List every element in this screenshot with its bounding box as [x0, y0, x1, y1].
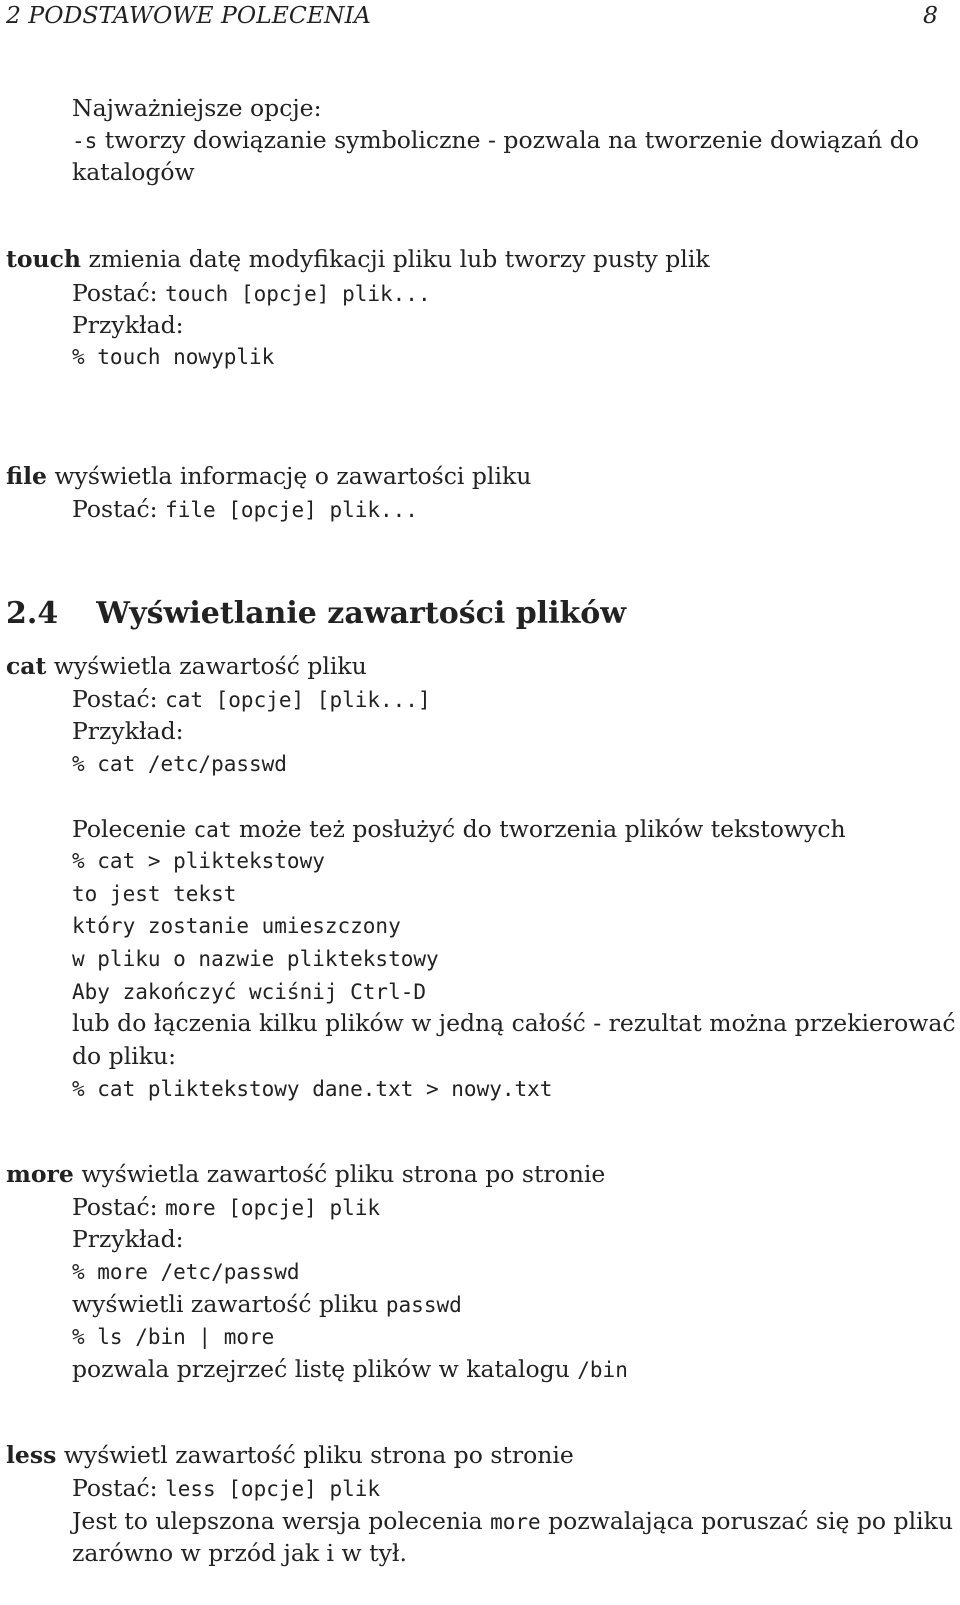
options-heading: Najważniejsze opcje: — [72, 94, 322, 122]
more-example-note-text: wyświetli zawartość pliku — [72, 1290, 386, 1318]
cat-code-line-3: który zostanie umieszczony — [72, 914, 401, 938]
option-flag: -s — [72, 129, 98, 153]
touch-description: zmienia datę modyfikacji pliku lub tworzy pusty plik — [81, 245, 710, 273]
file-syntax: file [opcje] plik... — [165, 498, 418, 522]
cat-example-label: Przykład: — [72, 717, 184, 745]
form-label: Postać: — [72, 495, 166, 523]
file-form — [72, 494, 418, 525]
touch-syntax: touch [opcje] plik... — [165, 282, 431, 306]
less-form — [72, 1473, 380, 1504]
file-description: wyświetla informację o zawartości pliku — [46, 462, 532, 490]
cat-code-line-5: Aby zakończyć wciśnij Ctrl-D — [72, 980, 427, 1004]
less-description: wyświetl zawartość pliku strona po stronie — [56, 1441, 574, 1469]
more-example-2-note-dir: /bin — [577, 1358, 628, 1382]
section-heading — [6, 594, 626, 634]
running-header-page-number: 8 — [923, 1, 938, 29]
cat-code-line-2: to jest tekst — [72, 882, 237, 906]
command-name-touch: touch — [6, 245, 82, 273]
more-syntax: more [opcje] plik — [165, 1196, 381, 1220]
more-example-2-note — [72, 1354, 628, 1385]
more-form — [72, 1192, 380, 1223]
option-s-line — [72, 125, 919, 156]
section-number: 2.4 — [6, 596, 59, 631]
cat-note-text-cont: może też posłużyć do tworzenia plików tekstowych — [231, 815, 846, 843]
more-entry — [6, 1159, 605, 1189]
cat-entry — [6, 651, 367, 681]
cat-syntax: cat [opcje] [plik...] — [165, 688, 431, 712]
option-description-cont: katalogów — [72, 158, 195, 186]
cat-code-line-6: % cat pliktekstowy dane.txt > nowy.txt — [72, 1077, 553, 1101]
cat-note-text: Polecenie — [72, 815, 194, 843]
touch-entry — [6, 244, 710, 274]
running-header-chapter: 2 PODSTAWOWE POLECENIA — [6, 1, 371, 29]
form-label: Postać: — [72, 279, 166, 307]
cat-form — [72, 684, 431, 715]
cat-concat-text: lub do łączenia kilku plików w jedną całość - rezultat można przekierować — [72, 1009, 956, 1037]
command-name-cat: cat — [6, 652, 47, 680]
more-example-note-file: passwd — [385, 1293, 462, 1317]
less-note-text: Jest to ulepszona wersja polecenia — [72, 1507, 491, 1535]
cat-code-line-1: % cat > pliktekstowy — [72, 849, 325, 873]
cat-code-line-4: w pliku o nazwie pliktekstowy — [72, 947, 439, 971]
cat-description: wyświetla zawartość pliku — [46, 652, 367, 680]
less-note-command: more — [490, 1510, 541, 1534]
less-syntax: less [opcje] plik — [165, 1477, 381, 1501]
section-title: Wyświetlanie zawartości plików — [96, 596, 627, 631]
cat-example: % cat /etc/passwd — [72, 752, 287, 776]
more-example-label: Przykład: — [72, 1225, 184, 1253]
less-note — [72, 1506, 953, 1537]
command-name-more: more — [6, 1160, 74, 1188]
more-description: wyświetla zawartość pliku strona po stronie — [73, 1160, 606, 1188]
cat-note-command: cat — [193, 818, 232, 842]
command-name-file: file — [6, 462, 47, 490]
file-entry — [6, 461, 531, 491]
cat-note — [72, 814, 846, 845]
form-label: Postać: — [72, 1193, 166, 1221]
less-note-text-cont: pozwalająca poruszać się po pliku — [540, 1507, 953, 1535]
less-note-cont: zarówno w przód jak i w tył. — [72, 1539, 407, 1567]
touch-example: % touch nowyplik — [72, 345, 275, 369]
touch-example-label: Przykład: — [72, 311, 184, 339]
more-example-2-note-text: pozwala przejrzeć listę plików w katalogu — [72, 1355, 578, 1383]
option-description: tworzy dowiązanie symboliczne - pozwala na tworzenie dowiązań do — [97, 126, 919, 154]
form-label: Postać: — [72, 685, 166, 713]
touch-form — [72, 278, 431, 309]
form-label: Postać: — [72, 1474, 166, 1502]
cat-concat-text-cont: do pliku: — [72, 1042, 177, 1070]
more-example-2: % ls /bin | more — [72, 1325, 275, 1349]
command-name-less: less — [6, 1441, 57, 1469]
more-example-note — [72, 1289, 462, 1320]
more-example: % more /etc/passwd — [72, 1260, 300, 1284]
less-entry — [6, 1440, 574, 1470]
